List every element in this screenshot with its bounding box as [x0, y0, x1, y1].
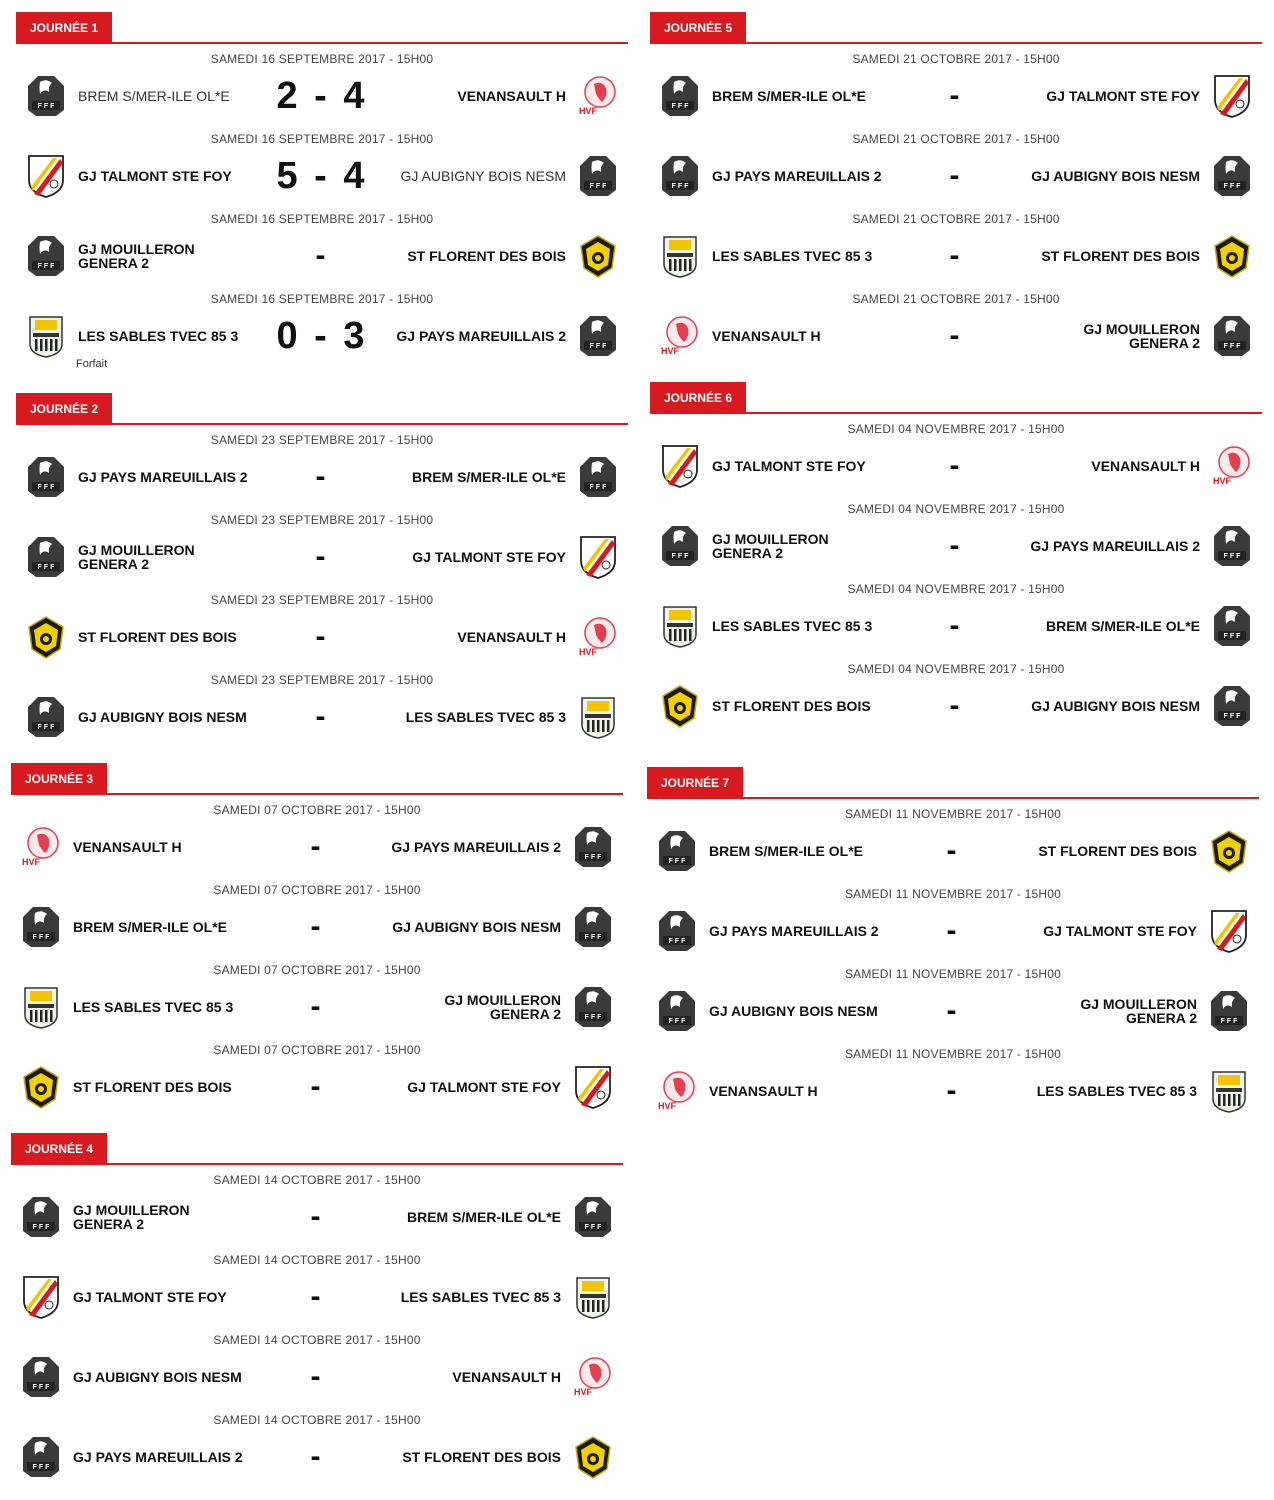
match-score: - [949, 239, 963, 272]
match-score: - [315, 540, 329, 573]
svg-text:F F F: F F F [589, 484, 607, 491]
journee-header [11, 763, 623, 795]
svg-text:F F F: F F F [32, 1464, 50, 1471]
home-team-name: GJ MOUILLERON GENERA 2 [78, 241, 195, 271]
home-team-name: GJ MOUILLERON GENERA 2 [78, 542, 195, 572]
match-row[interactable] [16, 425, 628, 505]
match-date: SAMEDI 21 OCTOBRE 2017 - 15H00 [852, 52, 1060, 66]
match-row[interactable] [11, 1405, 623, 1485]
away-team-name: GJ AUBIGNY BOIS NESM [400, 168, 566, 184]
away-team-name: GJ TALMONT STE FOY [1043, 923, 1197, 939]
match-date: SAMEDI 16 SEPTEMBRE 2017 - 15H00 [210, 292, 434, 306]
svg-text:F F F: F F F [37, 484, 55, 491]
svg-text:F F F: F F F [1223, 633, 1241, 640]
match-date: SAMEDI 16 SEPTEMBRE 2017 - 15H00 [210, 52, 434, 66]
match-date: SAMEDI 23 SEPTEMBRE 2017 - 15H00 [210, 513, 434, 527]
journee-header [647, 767, 1259, 799]
away-team-name: ST FLORENT DES BOIS [402, 1449, 561, 1465]
match-score: - [310, 1360, 324, 1393]
match-score: - [946, 994, 960, 1027]
home-team-name: GJ AUBIGNY BOIS NESM [78, 709, 247, 725]
journee-section [16, 393, 628, 745]
home-team-name: GJ AUBIGNY BOIS NESM [73, 1369, 242, 1385]
journee-header [16, 12, 628, 44]
match-row[interactable] [16, 204, 628, 284]
away-team-name: ST FLORENT DES BOIS [1041, 248, 1200, 264]
home-team-name: ST FLORENT DES BOIS [712, 698, 871, 714]
home-team-name: LES SABLES TVEC 85 3 [712, 618, 873, 634]
svg-text:F F F: F F F [671, 553, 689, 560]
away-team-name: GJ MOUILLERON GENERA 2 [1080, 996, 1197, 1026]
match-date: SAMEDI 11 NOVEMBRE 2017 - 15H00 [844, 807, 1062, 821]
svg-text:F F F: F F F [1220, 1018, 1238, 1025]
svg-text:F F F: F F F [37, 724, 55, 731]
home-team-name: BREM S/MER-ILE OL*E [712, 88, 867, 104]
away-team-name: LES SABLES TVEC 85 3 [1036, 1083, 1197, 1099]
match-date: SAMEDI 07 OCTOBRE 2017 - 15H00 [213, 1043, 421, 1057]
match-row[interactable] [11, 875, 623, 955]
home-team-name: ST FLORENT DES BOIS [78, 629, 237, 645]
match-score: - [949, 529, 963, 562]
match-date: SAMEDI 07 OCTOBRE 2017 - 15H00 [213, 883, 421, 897]
away-team-name: VENANSAULT H [1091, 458, 1200, 474]
match-date: SAMEDI 04 NOVEMBRE 2017 - 15H00 [847, 502, 1065, 516]
svg-text:F F F: F F F [584, 1224, 602, 1231]
match-date: SAMEDI 11 NOVEMBRE 2017 - 15H00 [844, 967, 1062, 981]
home-team-name: LES SABLES TVEC 85 3 [73, 999, 234, 1015]
match-score: - [949, 159, 963, 192]
match-row[interactable] [16, 124, 628, 204]
away-team-name: ST FLORENT DES BOIS [407, 248, 566, 264]
svg-text:F F F: F F F [584, 854, 602, 861]
match-score: - [315, 239, 329, 272]
match-score: - [946, 834, 960, 867]
svg-text:HVF: HVF [1213, 476, 1231, 486]
match-row[interactable] [647, 959, 1259, 1039]
match-date: SAMEDI 11 NOVEMBRE 2017 - 15H00 [844, 887, 1062, 901]
match-date: SAMEDI 04 NOVEMBRE 2017 - 15H00 [847, 422, 1065, 436]
svg-text:HVF: HVF [658, 1101, 676, 1111]
home-team-name: GJ AUBIGNY BOIS NESM [709, 1003, 878, 1019]
home-team-name: VENANSAULT H [73, 839, 182, 855]
match-score: - [315, 700, 329, 733]
journee-tab[interactable]: JOURNÉE 3 [11, 763, 107, 795]
match-row[interactable] [11, 1165, 623, 1245]
home-team-name: GJ TALMONT STE FOY [78, 168, 232, 184]
match-row[interactable] [650, 414, 1262, 494]
journee-tab[interactable]: JOURNÉE 4 [11, 1133, 107, 1165]
svg-text:F F F: F F F [1223, 553, 1241, 560]
match-score: - [949, 449, 963, 482]
svg-text:HVF: HVF [22, 857, 40, 867]
journee-tab[interactable]: JOURNÉE 6 [650, 382, 746, 414]
match-score: - [310, 990, 324, 1023]
svg-text:F F F: F F F [1223, 713, 1241, 720]
match-row[interactable] [11, 1035, 623, 1115]
journee-section [650, 382, 1262, 734]
home-team-name: GJ PAYS MAREUILLAIS 2 [73, 1449, 243, 1465]
match-date: SAMEDI 23 SEPTEMBRE 2017 - 15H00 [210, 673, 434, 687]
svg-text:F F F: F F F [32, 1384, 50, 1391]
journee-section [11, 1133, 623, 1485]
match-score: 0 - 3 [276, 315, 368, 357]
svg-text:F F F: F F F [584, 1014, 602, 1021]
away-team-name: VENANSAULT H [457, 629, 566, 645]
svg-text:F F F: F F F [37, 103, 55, 110]
match-date: SAMEDI 16 SEPTEMBRE 2017 - 15H00 [210, 132, 434, 146]
svg-text:HVF: HVF [579, 106, 597, 116]
match-row[interactable] [647, 799, 1259, 879]
home-team-name: VENANSAULT H [709, 1083, 818, 1099]
journee-section [11, 763, 623, 1115]
svg-text:F F F: F F F [668, 858, 686, 865]
away-team-name: GJ MOUILLERON GENERA 2 [1083, 321, 1200, 351]
away-team-name: GJ TALMONT STE FOY [412, 549, 566, 565]
match-row[interactable] [650, 574, 1262, 654]
match-row[interactable] [650, 204, 1262, 284]
match-row[interactable] [16, 585, 628, 665]
match-row[interactable] [11, 955, 623, 1035]
away-team-name: LES SABLES TVEC 85 3 [400, 1289, 561, 1305]
match-score: - [310, 830, 324, 863]
match-date: SAMEDI 07 OCTOBRE 2017 - 15H00 [213, 803, 421, 817]
match-date: SAMEDI 16 SEPTEMBRE 2017 - 15H00 [210, 212, 434, 226]
away-team-name: LES SABLES TVEC 85 3 [405, 709, 566, 725]
match-date: SAMEDI 04 NOVEMBRE 2017 - 15H00 [847, 582, 1065, 596]
away-team-name: ST FLORENT DES BOIS [1038, 843, 1197, 859]
match-date: SAMEDI 04 NOVEMBRE 2017 - 15H00 [847, 662, 1065, 676]
svg-text:F F F: F F F [37, 564, 55, 571]
match-score: - [949, 609, 963, 642]
match-date: SAMEDI 14 OCTOBRE 2017 - 15H00 [213, 1173, 421, 1187]
match-score: 5 - 4 [276, 155, 368, 197]
svg-text:HVF: HVF [579, 647, 597, 657]
svg-text:F F F: F F F [589, 183, 607, 190]
match-row[interactable] [647, 879, 1259, 959]
match-note: Forfait [76, 358, 108, 370]
match-row[interactable] [647, 1039, 1259, 1119]
svg-text:F F F: F F F [668, 1018, 686, 1025]
match-score: - [949, 79, 963, 112]
home-team-name: GJ PAYS MAREUILLAIS 2 [709, 923, 879, 939]
away-team-name: GJ PAYS MAREUILLAIS 2 [391, 839, 561, 855]
journee-section [650, 12, 1262, 364]
match-score: - [949, 689, 963, 722]
match-date: SAMEDI 14 OCTOBRE 2017 - 15H00 [213, 1333, 421, 1347]
home-team-name: LES SABLES TVEC 85 3 [78, 328, 239, 344]
svg-text:HVF: HVF [661, 346, 679, 356]
match-score: - [310, 1280, 324, 1313]
journee-tab[interactable]: JOURNÉE 7 [647, 767, 743, 799]
journee-header [650, 12, 1262, 44]
journee-tab[interactable]: JOURNÉE 2 [16, 393, 112, 425]
match-row[interactable] [11, 795, 623, 875]
home-team-name: GJ TALMONT STE FOY [73, 1289, 227, 1305]
journee-header [650, 382, 1262, 414]
match-date: SAMEDI 23 SEPTEMBRE 2017 - 15H00 [210, 593, 434, 607]
away-team-name: GJ TALMONT STE FOY [407, 1079, 561, 1095]
away-team-name: GJ TALMONT STE FOY [1046, 88, 1200, 104]
svg-text:F F F: F F F [1223, 183, 1241, 190]
away-team-name: GJ AUBIGNY BOIS NESM [392, 919, 561, 935]
svg-text:F F F: F F F [1223, 343, 1241, 350]
match-date: SAMEDI 07 OCTOBRE 2017 - 15H00 [213, 963, 421, 977]
match-date: SAMEDI 23 SEPTEMBRE 2017 - 15H00 [210, 433, 434, 447]
match-row[interactable] [11, 1245, 623, 1325]
home-team-name: BREM S/MER-ILE OL*E [709, 843, 864, 859]
match-score: - [315, 620, 329, 653]
away-team-name: GJ PAYS MAREUILLAIS 2 [1030, 538, 1200, 554]
home-team-name: BREM S/MER-ILE OL*E [73, 919, 228, 935]
home-team-name: LES SABLES TVEC 85 3 [712, 248, 873, 264]
svg-text:F F F: F F F [32, 1224, 50, 1231]
svg-text:F F F: F F F [584, 934, 602, 941]
away-team-name: GJ AUBIGNY BOIS NESM [1031, 698, 1200, 714]
match-row[interactable] [650, 284, 1262, 364]
match-score: - [946, 1074, 960, 1107]
home-team-name: ST FLORENT DES BOIS [73, 1079, 232, 1095]
match-score: - [310, 1070, 324, 1103]
match-row[interactable] [16, 665, 628, 745]
svg-text:F F F: F F F [671, 103, 689, 110]
home-team-name: GJ PAYS MAREUILLAIS 2 [78, 469, 248, 485]
match-score: - [315, 460, 329, 493]
svg-text:F F F: F F F [37, 263, 55, 270]
match-row[interactable] [11, 1325, 623, 1405]
home-team-name: GJ MOUILLERON GENERA 2 [712, 531, 829, 561]
svg-text:F F F: F F F [589, 343, 607, 350]
home-team-name: GJ MOUILLERON GENERA 2 [73, 1202, 190, 1232]
match-row[interactable] [16, 44, 628, 124]
match-score: 2 - 4 [276, 75, 368, 117]
journee-header [16, 393, 628, 425]
home-team-name: VENANSAULT H [712, 328, 821, 344]
match-score: - [946, 914, 960, 947]
away-team-name: VENANSAULT H [452, 1369, 561, 1385]
home-team-name: GJ TALMONT STE FOY [712, 458, 866, 474]
match-date: SAMEDI 21 OCTOBRE 2017 - 15H00 [852, 132, 1060, 146]
match-row[interactable] [16, 284, 628, 370]
away-team-name: GJ MOUILLERON GENERA 2 [444, 992, 561, 1022]
match-date: SAMEDI 14 OCTOBRE 2017 - 15H00 [213, 1253, 421, 1267]
journee-section [16, 12, 628, 370]
journee-tab[interactable]: JOURNÉE 1 [16, 12, 112, 44]
svg-text:F F F: F F F [32, 934, 50, 941]
match-score: - [310, 1200, 324, 1233]
match-date: SAMEDI 21 OCTOBRE 2017 - 15H00 [852, 292, 1060, 306]
svg-text:F F F: F F F [668, 938, 686, 945]
journee-header [11, 1133, 623, 1165]
match-row[interactable] [650, 124, 1262, 204]
match-row[interactable] [650, 494, 1262, 574]
match-date: SAMEDI 21 OCTOBRE 2017 - 15H00 [852, 212, 1060, 226]
journee-section [647, 767, 1259, 1119]
match-date: SAMEDI 11 NOVEMBRE 2017 - 15H00 [844, 1047, 1062, 1061]
home-team-name: BREM S/MER-ILE OL*E [78, 88, 230, 104]
match-row[interactable] [650, 654, 1262, 734]
journee-tab[interactable]: JOURNÉE 5 [650, 12, 746, 44]
away-team-name: GJ PAYS MAREUILLAIS 2 [396, 328, 566, 344]
away-team-name: GJ AUBIGNY BOIS NESM [1031, 168, 1200, 184]
match-date: SAMEDI 14 OCTOBRE 2017 - 15H00 [213, 1413, 421, 1427]
match-row[interactable] [650, 44, 1262, 124]
svg-text:F F F: F F F [671, 183, 689, 190]
match-score: - [949, 319, 963, 352]
svg-text:HVF: HVF [574, 1387, 592, 1397]
match-score: - [310, 1440, 324, 1473]
match-score: - [310, 910, 324, 943]
home-team-name: GJ PAYS MAREUILLAIS 2 [712, 168, 882, 184]
away-team-name: BREM S/MER-ILE OL*E [406, 1209, 561, 1225]
away-team-name: BREM S/MER-ILE OL*E [411, 469, 566, 485]
match-row[interactable] [16, 505, 628, 585]
away-team-name: BREM S/MER-ILE OL*E [1045, 618, 1200, 634]
away-team-name: VENANSAULT H [457, 88, 566, 104]
